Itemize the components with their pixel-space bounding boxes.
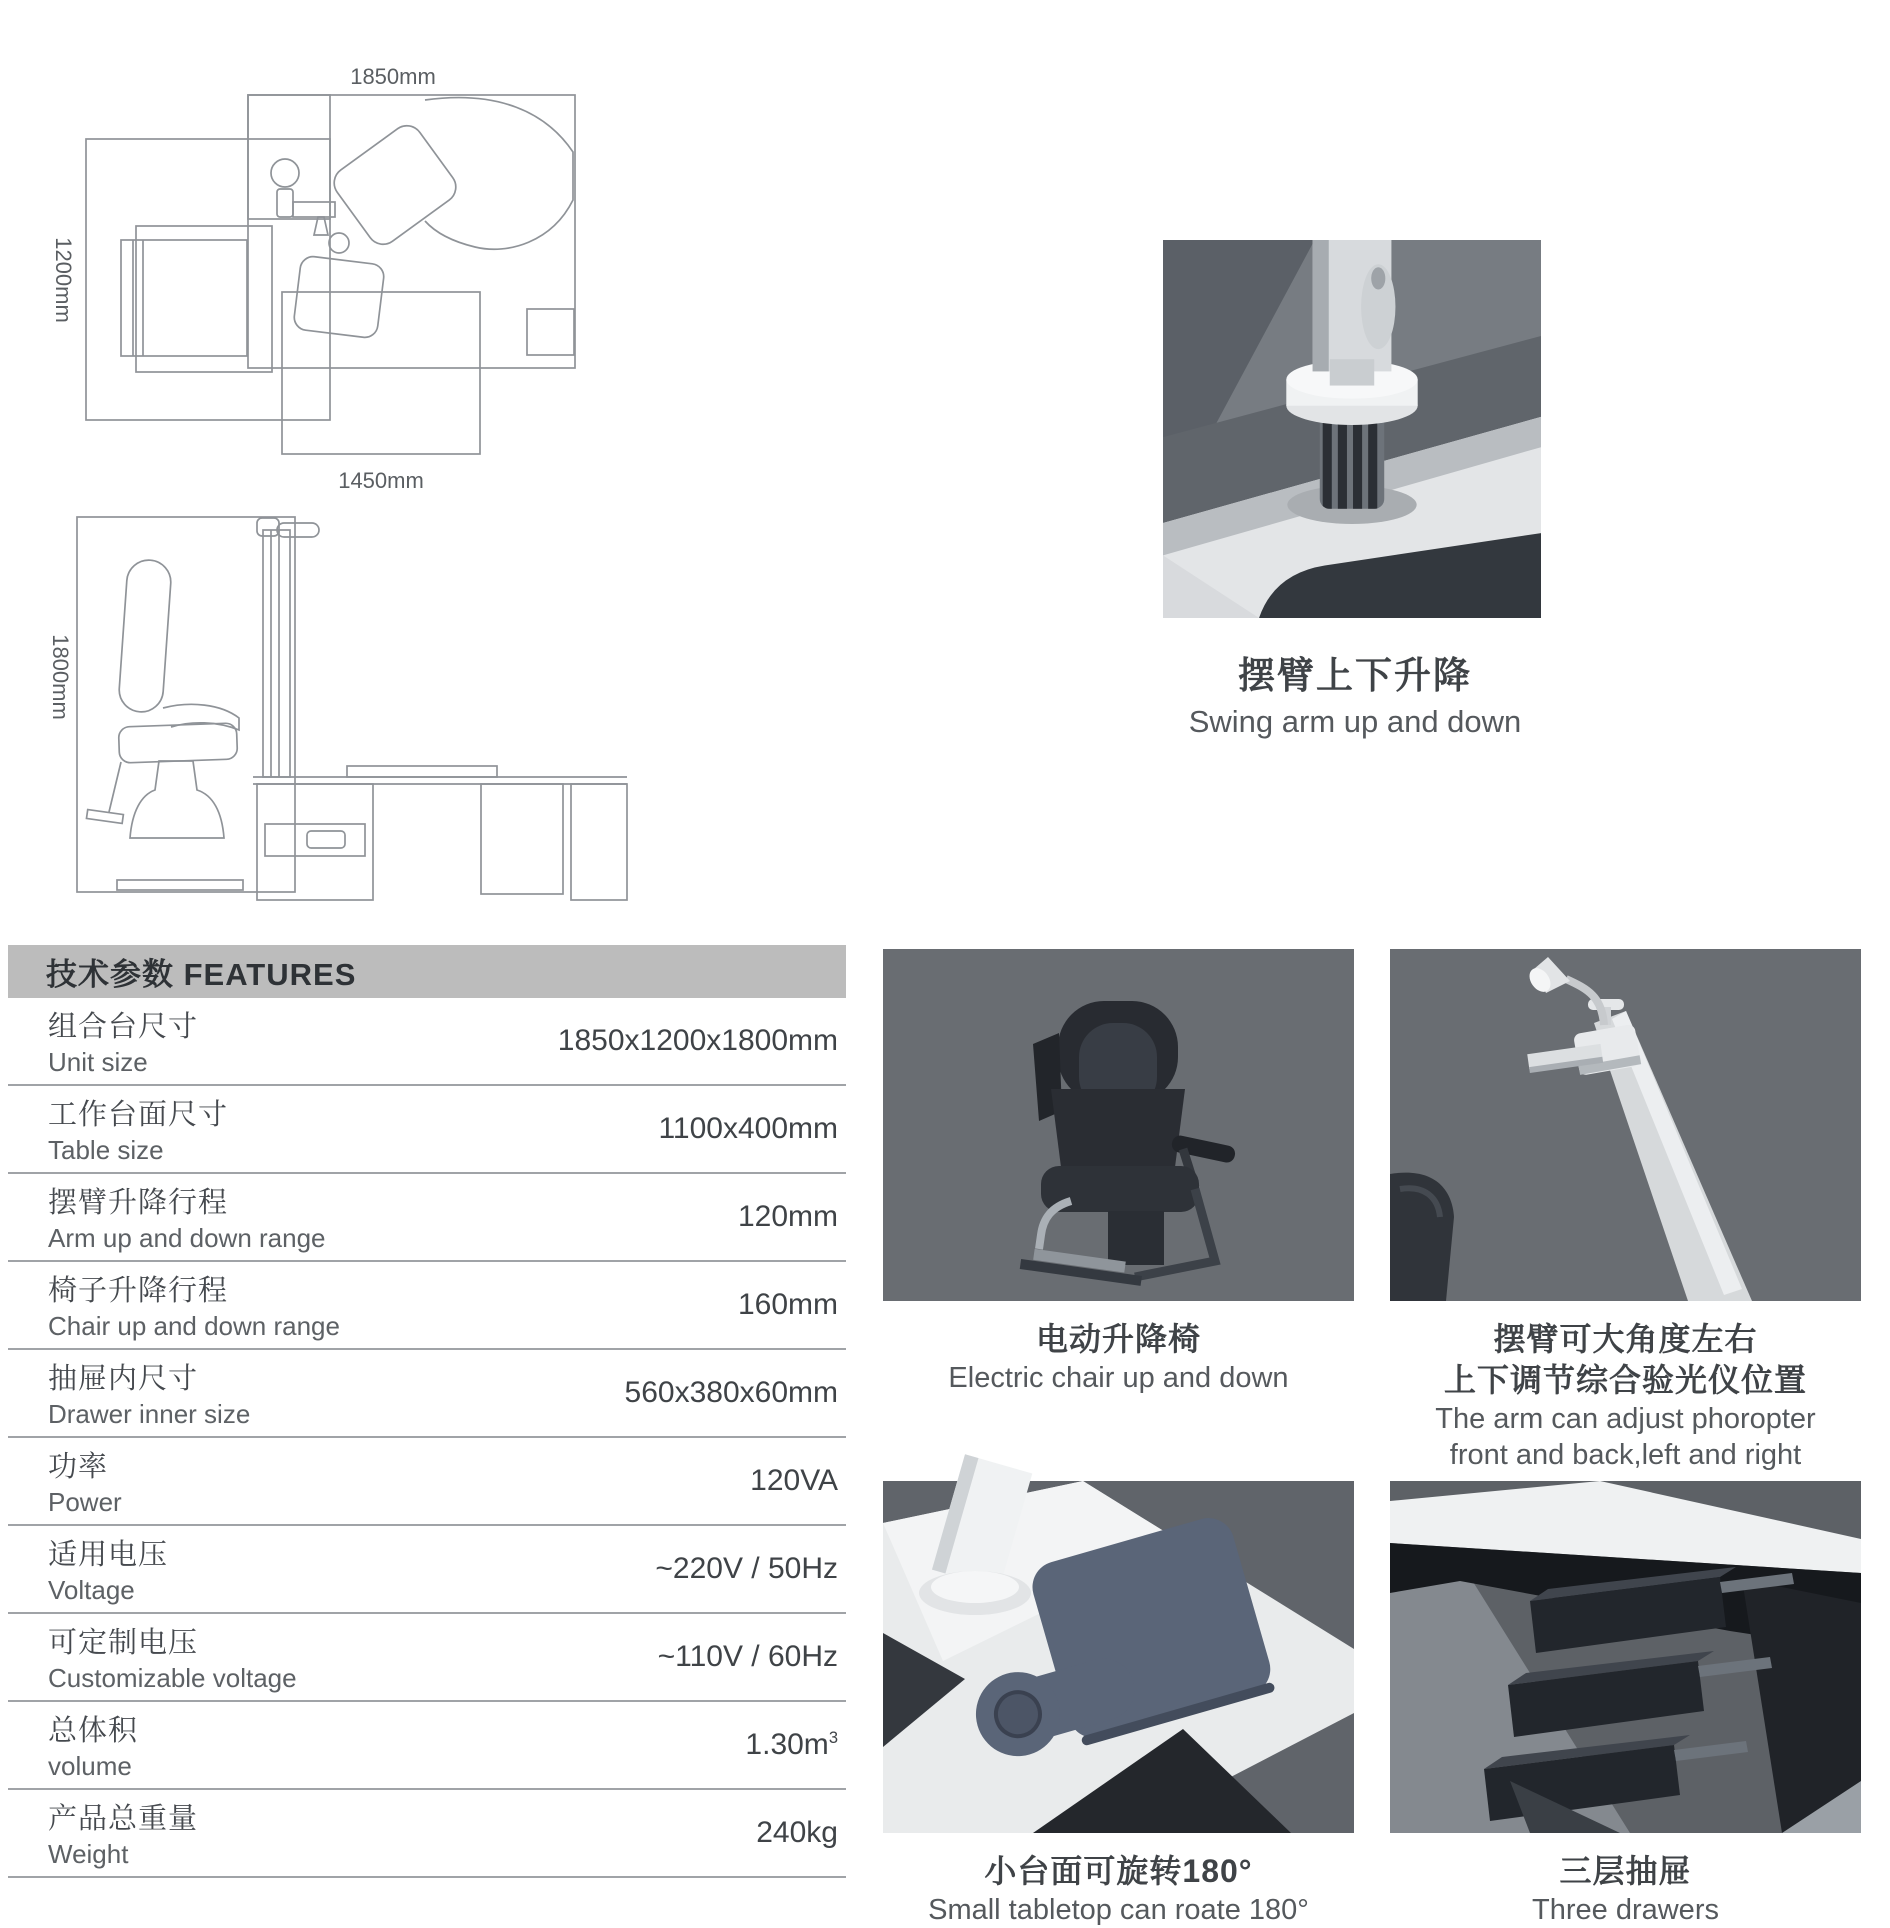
feature-value: $1.30m^3$ bbox=[745, 1728, 838, 1761]
feature-label-en: Drawer inner size bbox=[48, 1399, 251, 1429]
dim-label-1450: 1450mm bbox=[338, 468, 424, 493]
gallery-item-three-drawers bbox=[1390, 1481, 1861, 1928]
features-table bbox=[8, 945, 846, 1878]
feature-value: 240kg bbox=[756, 1816, 838, 1849]
feature-label-en: volume bbox=[48, 1751, 132, 1781]
feature-value: ~110V / 60Hz bbox=[657, 1640, 838, 1673]
feature-row bbox=[8, 1438, 846, 1526]
feature-row bbox=[8, 1790, 846, 1878]
detail-caption-zh: 摆臂上下升降 bbox=[1238, 655, 1472, 696]
feature-value: ~220V / 50Hz bbox=[655, 1552, 838, 1585]
gallery-item-electric-chair bbox=[883, 949, 1354, 1396]
feature-row bbox=[8, 1702, 846, 1790]
feature-label-zh: 摆臂升降行程 bbox=[48, 1187, 229, 1219]
feature-label-en: Arm up and down range bbox=[48, 1223, 326, 1253]
small-tabletop-photo bbox=[883, 1481, 1354, 1833]
gallery-item-small-tabletop bbox=[883, 1481, 1354, 1928]
feature-row bbox=[8, 1350, 846, 1438]
features-table-title: 技术参数 FEATURES bbox=[8, 945, 846, 998]
detail-caption-en: Swing arm up and down bbox=[1188, 704, 1522, 739]
gallery-caption-zh: 摆臂可大角度左右 bbox=[1493, 1321, 1758, 1357]
feature-label-zh: 适用电压 bbox=[48, 1539, 169, 1571]
electric-chair-photo bbox=[883, 949, 1354, 1301]
feature-value: 1850x1200x1800mm bbox=[557, 1024, 838, 1057]
features-table-rows bbox=[8, 998, 846, 1878]
feature-label-zh: 产品总重量 bbox=[48, 1803, 199, 1835]
gallery-caption bbox=[1390, 1319, 1861, 1473]
gallery-caption-en: Three drawers bbox=[1532, 1894, 1719, 1926]
feature-label-zh: 组合台尺寸 bbox=[48, 1011, 199, 1043]
dim-label-1200: 1200mm bbox=[51, 237, 76, 323]
gallery-caption-en: Small tabletop can roate 180° bbox=[928, 1894, 1309, 1926]
feature-value: 120mm bbox=[737, 1200, 838, 1233]
gallery-caption-zh: 电动升降椅 bbox=[1035, 1321, 1201, 1357]
feature-value: 120VA bbox=[750, 1464, 838, 1497]
feature-label-en: Voltage bbox=[48, 1575, 135, 1605]
dim-label-1800: 1800mm bbox=[48, 634, 73, 720]
feature-row bbox=[8, 1262, 846, 1350]
feature-label-en: Chair up and down range bbox=[48, 1311, 340, 1341]
gallery-caption-zh: 上下调节综合验光仪位置 bbox=[1443, 1362, 1807, 1398]
feature-label-en: Table size bbox=[48, 1135, 164, 1165]
feature-value: 560x380x60mm bbox=[624, 1376, 838, 1409]
feature-row bbox=[8, 1086, 846, 1174]
feature-label-zh: 椅子升降行程 bbox=[48, 1275, 229, 1307]
feature-label-en: Weight bbox=[48, 1839, 129, 1869]
three-drawers-photo bbox=[1390, 1481, 1861, 1833]
swing-arm-detail-photo bbox=[1163, 240, 1541, 618]
gallery-caption bbox=[1390, 1851, 1861, 1928]
gallery-caption-en: front and back,left and right bbox=[1449, 1439, 1802, 1471]
swing-arm-detail-caption bbox=[1060, 645, 1650, 740]
gallery-caption-zh: 三层抽屉 bbox=[1559, 1853, 1692, 1889]
dim-label-1850: 1850mm bbox=[350, 64, 436, 89]
gallery-caption-en: Electric chair up and down bbox=[948, 1362, 1289, 1394]
feature-label-en: Power bbox=[48, 1487, 122, 1517]
gallery-caption-zh: 小台面可旋转180° bbox=[984, 1853, 1253, 1889]
swing-arm-photo bbox=[1390, 949, 1861, 1301]
feature-label-zh: 抽屉内尺寸 bbox=[48, 1363, 199, 1395]
gallery-caption bbox=[883, 1851, 1354, 1928]
feature-label-zh: 可定制电压 bbox=[48, 1627, 199, 1659]
feature-label-zh: 功率 bbox=[48, 1451, 109, 1483]
feature-row bbox=[8, 1526, 846, 1614]
feature-label-en: Unit size bbox=[48, 1047, 148, 1077]
top-view-drawing bbox=[30, 40, 600, 510]
feature-label-zh: 工作台面尺寸 bbox=[48, 1099, 229, 1131]
gallery-item-swing-arm bbox=[1390, 949, 1861, 1473]
feature-row bbox=[8, 1614, 846, 1702]
gallery-caption-en: The arm can adjust phoropter bbox=[1435, 1403, 1816, 1435]
feature-label-zh: 总体积 bbox=[48, 1715, 139, 1747]
side-view-drawing bbox=[25, 482, 655, 922]
feature-value: 160mm bbox=[737, 1288, 838, 1321]
feature-row bbox=[8, 1174, 846, 1262]
gallery-caption bbox=[883, 1319, 1354, 1396]
feature-row bbox=[8, 998, 846, 1086]
feature-value: 1100x400mm bbox=[658, 1112, 838, 1145]
feature-label-en: Customizable voltage bbox=[48, 1663, 297, 1693]
